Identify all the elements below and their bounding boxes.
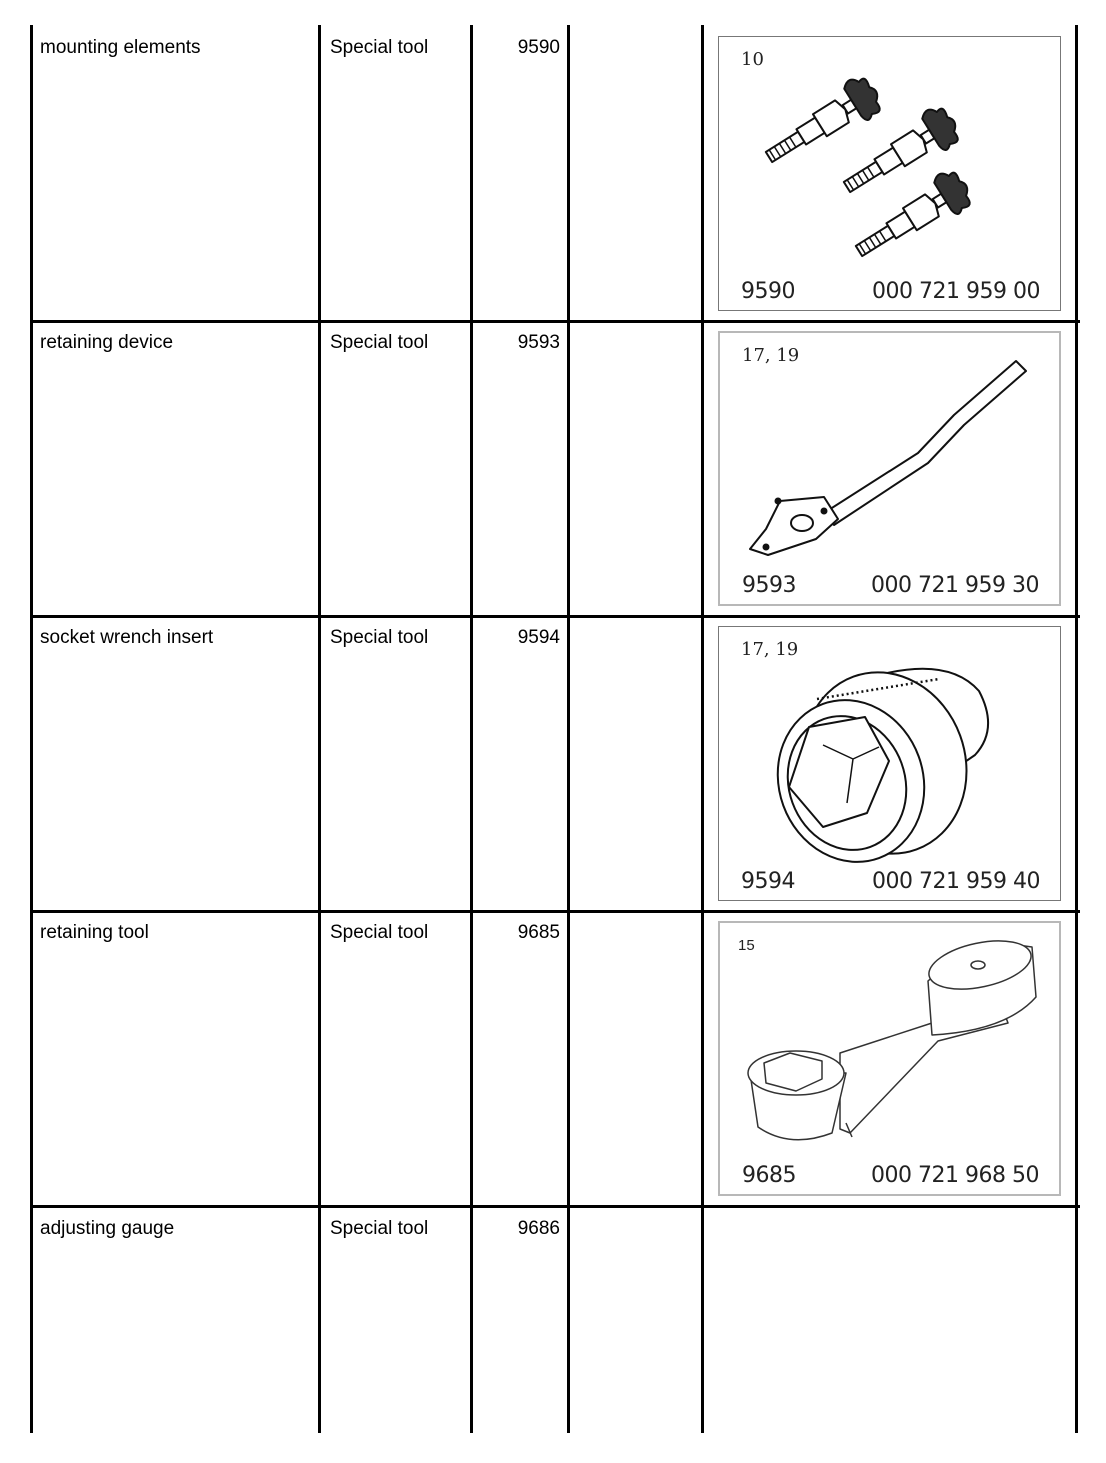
column-divider [567,25,570,1433]
tool-category: Special tool [330,332,429,353]
figure-reference: 15 [738,937,755,954]
tool-figure [718,331,1061,606]
tool-name: socket wrench insert [40,627,214,648]
tool-number: 9686 [517,1218,560,1239]
tool-category: Special tool [330,627,429,648]
tool-number: 9593 [517,332,560,353]
retaining-tool-icon [720,923,1063,1198]
tool-number: 9685 [517,922,560,943]
row-divider [30,1205,1080,1208]
figure-part-number: 000 721 959 30 [871,573,1039,598]
tool-name: retaining device [40,332,174,353]
row-divider [30,910,1080,913]
figure-reference: 17, 19 [741,639,799,660]
row-divider [30,615,1080,618]
table-border-right [1075,25,1078,1433]
figure-tool-number: 9594 [741,869,795,894]
figure-reference: 17, 19 [742,345,800,366]
column-divider [318,25,321,1433]
figure-part-number: 000 721 968 50 [871,1163,1039,1188]
figure-tool-number: 9593 [742,573,796,598]
tool-name: retaining tool [40,922,149,943]
mounting-bolts-icon [719,37,1062,312]
tool-figure [718,36,1061,311]
tool-name: mounting elements [40,37,201,58]
tool-figure [718,921,1061,1196]
figure-tool-number: 9685 [742,1163,796,1188]
figure-tool-number: 9590 [741,279,795,304]
tool-number: 9590 [517,37,560,58]
figure-reference: 10 [741,49,764,70]
column-divider [701,25,704,1433]
tool-category: Special tool [330,37,429,58]
retaining-lever-icon [720,333,1063,608]
tool-number: 9594 [517,627,560,648]
row-divider [30,320,1080,323]
tool-category: Special tool [330,922,429,943]
figure-part-number: 000 721 959 40 [872,869,1040,894]
tool-name: adjusting gauge [40,1218,175,1239]
hex-socket-icon [719,627,1062,902]
figure-part-number: 000 721 959 00 [872,279,1040,304]
tool-category: Special tool [330,1218,429,1239]
tool-figure [718,626,1061,901]
table-border-left [30,25,33,1433]
